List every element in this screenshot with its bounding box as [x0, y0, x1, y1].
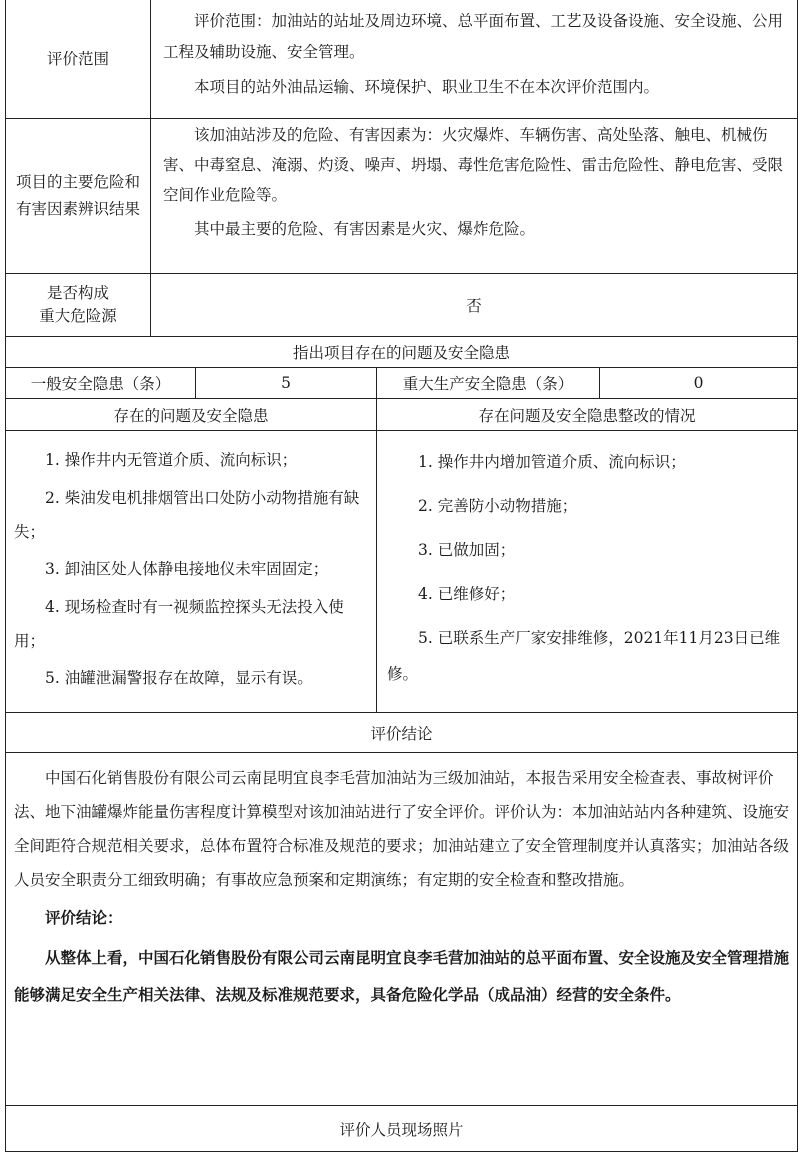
major-hazard-label-line-2: 重大危险源 — [39, 307, 117, 325]
scope-para-2: 本项目的站外油品运输、环境保护、职业卫生不在本次评价范围内。 — [194, 78, 660, 96]
issues-header: 指出项目存在的问题及安全隐患 — [6, 337, 797, 368]
major-hazard-value: 否 — [466, 297, 482, 315]
scope-para-1: 评价范围：加油站的站址及周边环境、总平面布置、工艺及设备设施、安全设施、公用工程及辅助设施、安全管理。 — [163, 12, 784, 61]
scope-row — [6, 0, 797, 119]
fixes-column-header: 存在问题及安全隐患整改的情况 — [478, 406, 696, 425]
list-item: 2. 柴油发电机排烟管出口处防小动物措施有缺失； — [14, 489, 360, 541]
list-item: 4. 现场检查时有一视频监控探头无法投入使用； — [14, 598, 344, 650]
conclusion-section — [6, 753, 797, 1106]
major-hazard-label — [6, 274, 151, 336]
hazards-para-2: 其中最主要的危险、有害因素是火灾、爆炸危险。 — [194, 220, 536, 238]
list-item: 2. 完善防小动物措施； — [418, 497, 578, 515]
list-item: 5. 油罐泄漏警报存在故障，显示有误。 — [45, 669, 313, 687]
hazards-row — [6, 119, 797, 274]
hazards-para-1: 该加油站涉及的危险、有害因素为：火灾爆炸、车辆伤害、高处坠落、触电、机械伤害、中毒窒息、淹溺、灼烫、噪声、坍塌、毒性危害危险性、雷击危险性、静电危害、受限空间作业危险等。 — [163, 126, 784, 204]
fixes-list — [377, 431, 797, 712]
conclusion-header: 评价结论 — [6, 713, 797, 753]
evaluation-table — [5, 0, 798, 1152]
columns-header-row — [6, 399, 797, 431]
list-item: 4. 已维修好； — [418, 585, 516, 603]
general-hazard-count: 5 — [196, 368, 377, 398]
major-hazard-count: 0 — [693, 374, 704, 392]
counts-row — [6, 368, 797, 399]
list-item: 1. 操作井内无管道介质、流向标识； — [45, 451, 298, 469]
hazards-content — [151, 119, 797, 273]
major-hazard-row — [6, 274, 797, 337]
general-hazard-label: 一般安全隐患（条） — [6, 368, 196, 398]
photos-header: 评价人员现场照片 — [339, 1121, 464, 1139]
list-item: 3. 卸油区处人体静电接地仪未牢固固定； — [45, 560, 329, 578]
hazards-label: 项目的主要危险和有害因素辨识结果 — [6, 119, 151, 273]
major-hazard-count-label: 重大生产安全隐患（条） — [377, 368, 600, 398]
scope-label: 评价范围 — [6, 0, 151, 118]
conclusion-sub-label: 评价结论： — [45, 908, 123, 927]
major-hazard-label-line-1: 是否构成 — [46, 284, 109, 302]
issues-fixes-row — [6, 431, 797, 713]
issues-list — [6, 431, 377, 712]
conclusion-statement: 从整体上看，中国石化销售股份有限公司云南昆明宜良李毛营加油站的总平面布置、安全设施及安全管理措施能够满足安全生产相关法律、法规及标准规范要求，具备危险化学品（成品油）经营的安全条件。 — [14, 948, 790, 1004]
scope-content — [151, 0, 797, 118]
issues-column-header: 存在的问题及安全隐患 — [6, 399, 377, 430]
list-item: 3. 已做加固； — [418, 541, 516, 559]
conclusion-body: 中国石化销售股份有限公司云南昆明宜良李毛营加油站为三级加油站，本报告采用安全检查表、事故树评价法、地下油罐爆炸能量伤害程度计算模型对该加油站进行了安全评价。评价认为：本加油站站内各种建筑、设施安全间距符合规范相关要求，总体布置符合标准及规范的要求；加油站建立了安全管理制度并认真落实；加油站各级人员安全职责分工细致明确；有事故应急预案和定期演练；有定期的安全检查和整改措施。 — [14, 769, 790, 889]
list-item: 5. 已联系生产厂家安排维修，2021年11月23日已维修。 — [387, 629, 781, 683]
list-item: 1. 操作井内增加管道介质、流向标识； — [418, 453, 686, 471]
